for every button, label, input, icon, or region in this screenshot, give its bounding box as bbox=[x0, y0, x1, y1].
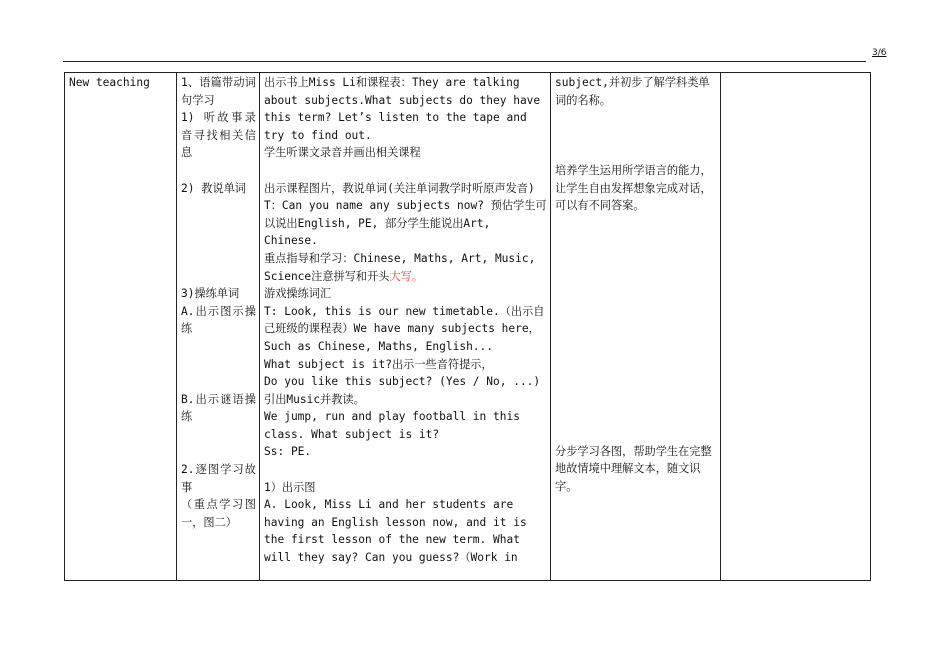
activity-2-line-3 bbox=[264, 250, 547, 285]
activity-4-line-2: Ss: PE. bbox=[264, 445, 312, 459]
purpose-2: 培养学生运用所学语言的能力，让学生自由发挥想象完成对话，可以有不同答案。 bbox=[555, 163, 712, 213]
activity-1-line-2: 学生听课文录音并画出相关课程 bbox=[264, 146, 421, 160]
notes-cell bbox=[721, 73, 871, 581]
purpose-cell bbox=[551, 73, 721, 581]
purpose-1: subject,并初步了解学科类单词的名称。 bbox=[555, 76, 710, 107]
step-5: A.出示图示操练 bbox=[181, 304, 256, 336]
stage-cell bbox=[65, 73, 177, 581]
step-4: 3)操练单词 bbox=[181, 287, 240, 301]
step-7: 2.逐图学习故事 bbox=[181, 463, 256, 494]
activity-5-line-2: A. Look, Miss Li and her students are having an English lesson now, and it is the first lesson of the new term. What will they say? Can you guess?（Work in bbox=[264, 498, 527, 565]
step-6: B.出示谜语操练 bbox=[181, 392, 256, 424]
table-row bbox=[65, 73, 871, 581]
steps-cell bbox=[177, 73, 260, 581]
activities-cell bbox=[260, 73, 551, 581]
activity-1-line-1: 出示书上Miss Li和课程表：They are talking about subjects.What subjects do they have this term? Let’s listen to the tape and try to find out. bbox=[264, 76, 541, 142]
step-1: 1、语篇带动词句学习 bbox=[181, 76, 256, 107]
page-number: 3/6 bbox=[872, 48, 887, 58]
step-2: 1) 听故事录音寻找相关信息 bbox=[181, 111, 256, 160]
purpose-3: 分步学习各图，帮助学生在完整地故情境中理解文本，随文识字。 bbox=[555, 444, 712, 493]
activity-4-line-1: We jump, run and play football in this class. What subject is it? bbox=[264, 410, 520, 441]
step-8: （重点学习图一，图二） bbox=[181, 498, 256, 529]
activity-3-line-4: Do you like this subject? (Yes / No, ...) bbox=[264, 375, 541, 389]
header-rule bbox=[63, 61, 866, 62]
activity-5-line-1: 1）出示图 bbox=[264, 480, 316, 494]
activity-3-line-1: 游戏操练词汇 bbox=[264, 287, 332, 301]
activity-3-line-2: T: Look, this is our new timetable.（出示自己班级的课程表）We have many subjects here，Such as Chinese, Maths, English... bbox=[264, 304, 545, 353]
activity-2-line-1: 出示课程图片，教说单词(关注单词教学时听原声发音) bbox=[264, 181, 535, 195]
lesson-plan-table bbox=[64, 72, 871, 581]
stage-label: New teaching bbox=[69, 76, 150, 89]
activity-2-line-2: T：Can you name any subjects now? 预估学生可以说出English, PE, 部分学生能说出Art, Chinese. bbox=[264, 199, 547, 248]
activity-3-line-5: 引出Music并教读。 bbox=[264, 392, 365, 406]
activity-2-highlight: 大写。 bbox=[389, 269, 424, 283]
activity-2-line-3-text: 重点指导和学习：Chinese, Maths, Art, Music, Science注意拼写和开头 bbox=[264, 251, 536, 283]
step-3: 2) 教说单词 bbox=[181, 181, 246, 195]
activity-3-line-3: What subject is it?出示一些音符提示， bbox=[264, 357, 493, 371]
